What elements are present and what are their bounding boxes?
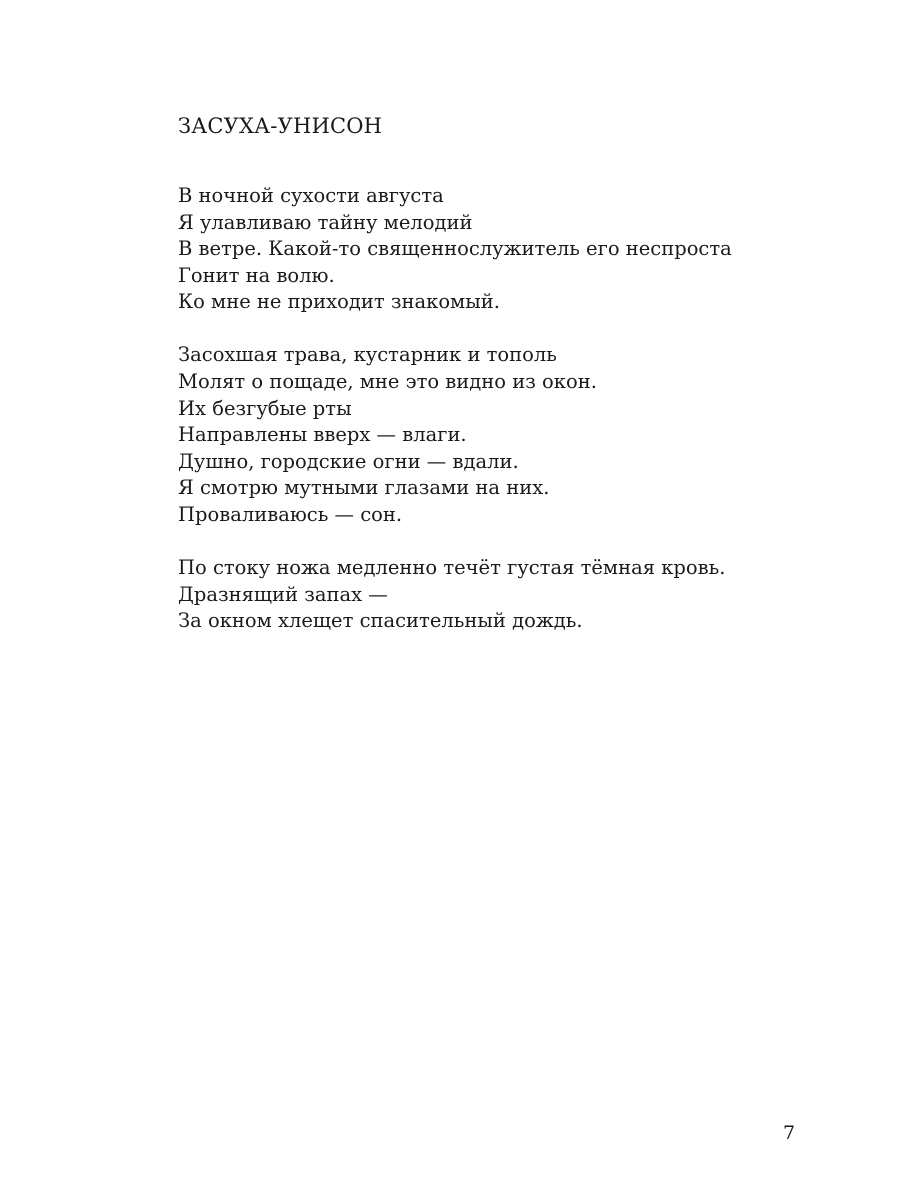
poem-line: По стоку ножа медленно течёт густая тёмная кровь. [178,556,726,580]
poem-line: Проваливаюсь — сон. [178,503,403,527]
poem-line: В ночной сухости августа [178,184,444,207]
stanza-2 [178,342,858,528]
poem-line: Молят о пощаде, мне это видно из окон. [178,370,597,394]
poem-line: Засохшая трава, кустарник и тополь [178,343,557,367]
poem-line: Гонит на волю. [178,263,335,287]
poem-line: Я смотрю мутными глазами на них. [178,476,550,500]
poem-line: Дразнящий запах — [178,582,388,606]
stanza-1 [178,183,858,316]
poem-title: ЗАСУХА-УНИСОН [178,114,383,138]
poem-body [178,183,858,661]
poem-line: Направлены вверх — влаги. [178,423,467,447]
poem-line: Я улавливаю тайну мелодий [178,210,473,234]
stanza-3 [178,555,858,635]
poem-line: Ко мне не приходит знакомый. [178,290,500,314]
poem-line: За окном хлещет спасительный дождь. [178,609,583,633]
poem-line: Их безгубые рты [178,396,352,420]
poem-line: В ветре. Какой-то священнослужитель его неспроста [178,237,732,261]
page-number: 7 [783,1122,796,1144]
poem-line: Душно, городские огни — вдали. [178,449,519,473]
